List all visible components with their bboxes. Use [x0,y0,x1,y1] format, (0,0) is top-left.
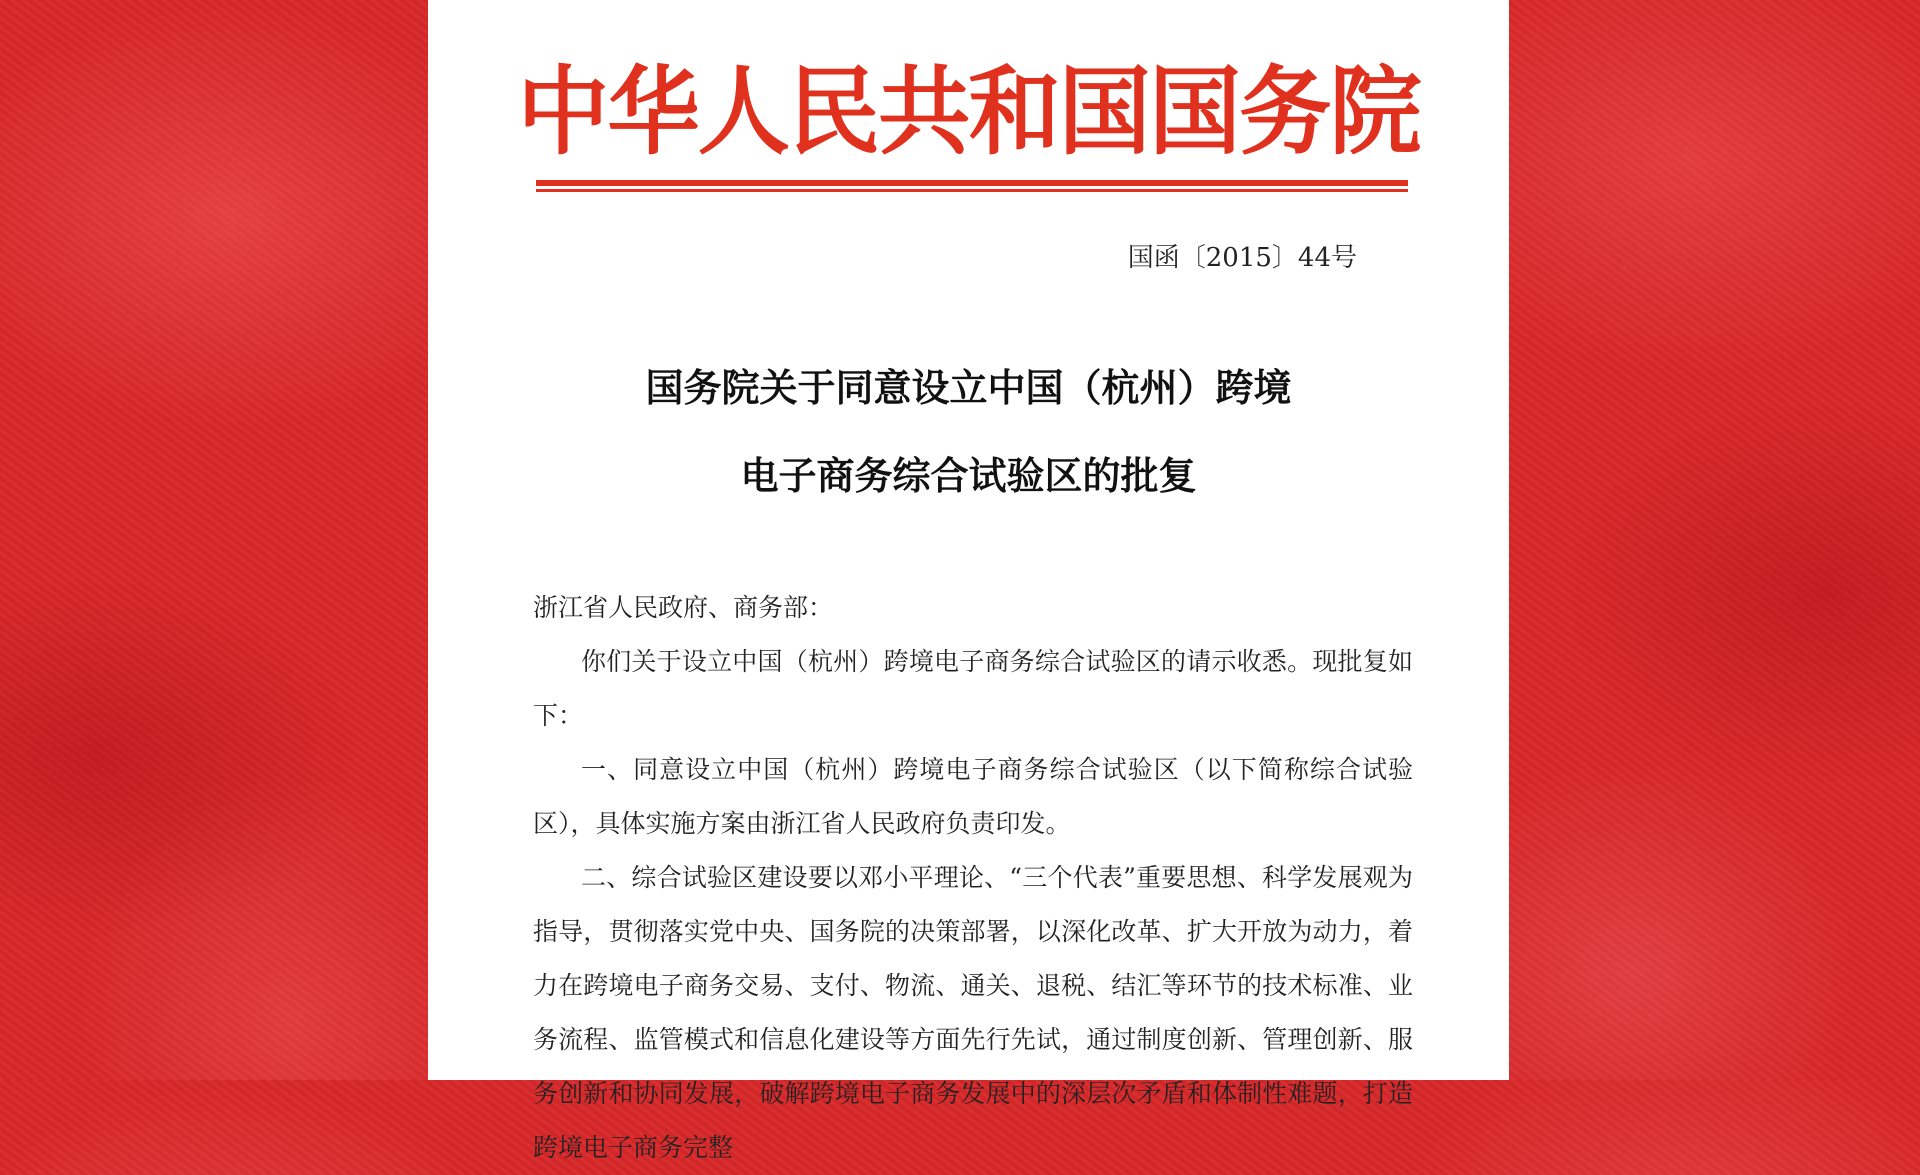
masthead-red-rule [536,180,1408,186]
document-title-line-1: 国务院关于同意设立中国（杭州）跨境 [645,365,1292,410]
masthead-red-rule-thin [536,189,1408,192]
addressee: 浙江省人民政府、商务部： [533,593,834,622]
document-page [428,0,1509,1162]
body-paragraph: 二、综合试验区建设要以邓小平理论、“三个代表”重要思想、科学发展观为指导，贯彻落实党中央、国务院的决策部署，以深化改革、扩大开放为动力，着力在跨境电子商务交易、支付、物流、通关、退税、结汇等环节的技术标准、业务流程、监管模式和信息化建设等方面先行先试，通过制度创新、管理创新、服务创新和协同发展，破解跨境电子商务发展中的深层次矛盾和体制性难题，打造跨境电子商务完整 [533,863,1413,1162]
document-body [533,581,1413,1175]
document-number: 国函〔2015〕44号 [1127,243,1357,273]
body-paragraph: 一、同意设立中国（杭州）跨境电子商务综合试验区（以下简称综合试验区），具体实施方案由浙江省人民政府负责印发。 [533,755,1413,838]
document-title-line-2: 电子商务综合试验区的批复 [740,453,1197,498]
body-paragraph: 你们关于设立中国（杭州）跨境电子商务综合试验区的请示收悉。现批复如下： [533,647,1413,730]
masthead-title: 中华人民共和国国务院 [517,55,1420,168]
